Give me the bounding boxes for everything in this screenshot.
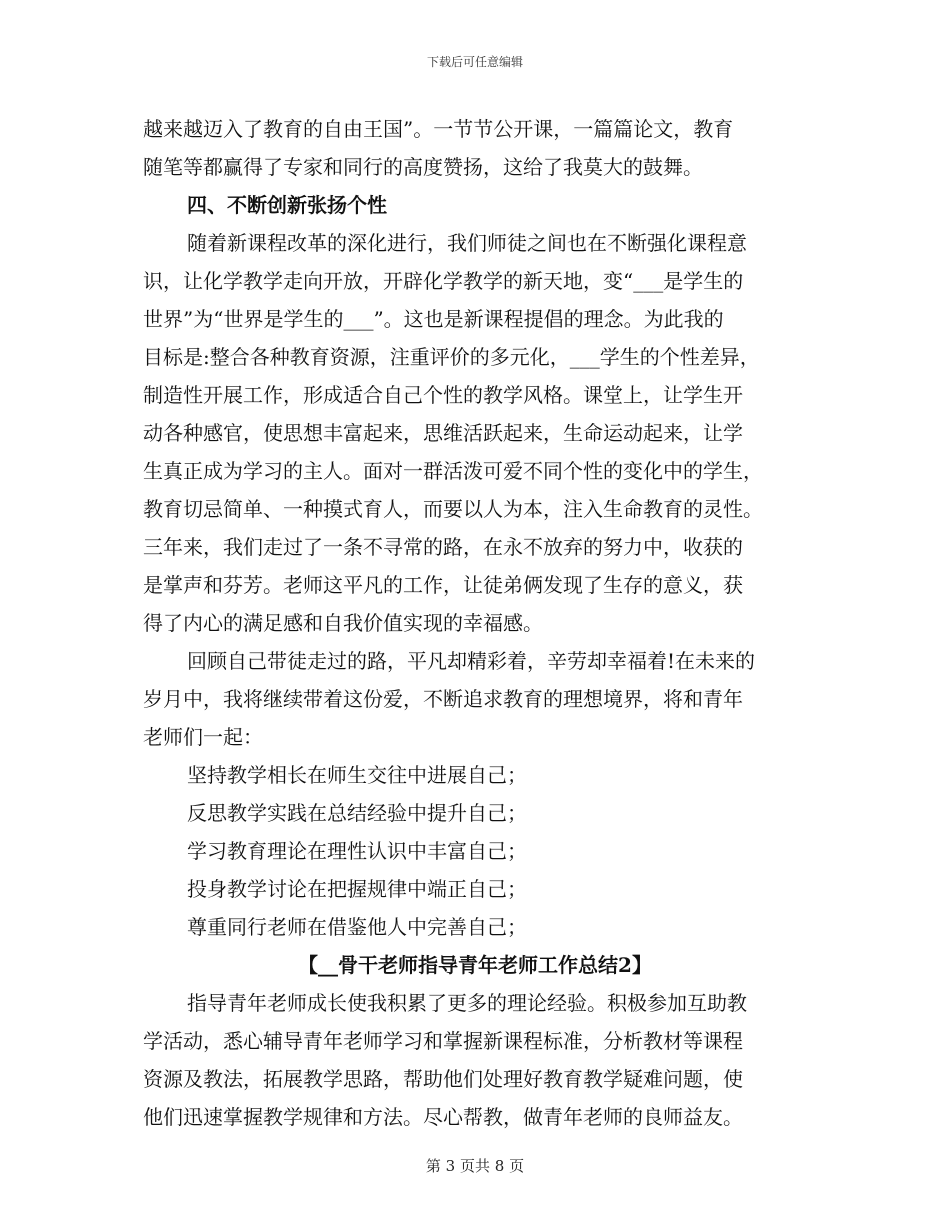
page-header-note: 下载后可任意编辑 <box>426 55 523 69</box>
paragraph-first-line: 指导青年老师成长使我积累了更多的理论经验。积极参加互助教 <box>187 991 747 1015</box>
paragraph-first-line: 回顾自己带徒走过的路，平凡却精彩着，辛劳却幸福着!在未来的 <box>187 649 756 673</box>
body-line: 资源及教法，拓展教学思路，帮助他们处理好教育教学疑难问题，使 <box>143 1067 743 1091</box>
article-title: 【__骨干老师指导青年老师工作总结2】 <box>298 953 652 977</box>
body-line: 目标是:整合各种教育资源，注重评价的多元化，___学生的个性差异， <box>143 345 760 369</box>
body-line: 是掌声和芬芳。老师这平凡的工作，让徒弟俩发现了生存的意义，获 <box>143 573 743 597</box>
body-line: 世界”为“世界是学生的___”。这也是新课程提倡的理念。为此我的 <box>143 307 724 331</box>
list-item: 学习教育理论在理性认识中丰富自己； <box>187 839 527 863</box>
body-line: 得了内心的满足感和自我价值实现的幸福感。 <box>143 611 543 635</box>
list-item: 坚持教学相长在师生交往中进展自己； <box>187 763 527 787</box>
body-line: 生真正成为学习的主人。面对一群活泼可爱不同个性的变化中的学生， <box>143 459 763 483</box>
body-line: 越来越迈入了教育的自由王国”。一节节公开课，一篇篇论文，教育 <box>143 117 734 141</box>
body-line: 教育切忌简单、一种摸式育人，而要以人为本，注入生命教育的灵性。 <box>143 497 763 521</box>
body-line: 三年来，我们走过了一条不寻常的路，在永不放弃的努力中，收获的 <box>143 535 743 559</box>
body-line: 老师们一起： <box>143 725 263 749</box>
body-line: 学活动，悉心辅导青年老师学习和掌握新课程标准，分析教材等课程 <box>143 1029 743 1053</box>
body-line: 动各种感官，使思想丰富起来，思维活跃起来，生命运动起来，让学 <box>143 421 743 445</box>
list-item: 尊重同行老师在借鉴他人中完善自己； <box>187 915 527 939</box>
paragraph-first-line: 随着新课程改革的深化进行，我们师徒之间也在不断强化课程意 <box>187 231 747 255</box>
list-item: 反思教学实践在总结经验中提升自己； <box>187 801 527 825</box>
section-heading: 四、不断创新张扬个性 <box>187 193 387 217</box>
body-line: 制造性开展工作，形成适合自己个性的教学风格。课堂上，让学生开 <box>143 383 743 407</box>
body-line: 随笔等都赢得了专家和同行的高度赞扬，这给了我莫大的鼓舞。 <box>143 155 703 179</box>
body-line: 他们迅速掌握教学规律和方法。尽心帮教，做青年老师的良师益友。 <box>143 1105 743 1129</box>
document-body <box>143 110 807 1136</box>
body-line: 岁月中，我将继续带着这份爱，不断追求教育的理想境界，将和青年 <box>143 687 743 711</box>
body-line: 识，让化学教学走向开放，开辟化学教学的新天地，变“___是学生的 <box>143 269 744 293</box>
page-number: 第 3 页共 8 页 <box>425 1157 525 1175</box>
list-item: 投身教学讨论在把握规律中端正自己； <box>187 877 527 901</box>
